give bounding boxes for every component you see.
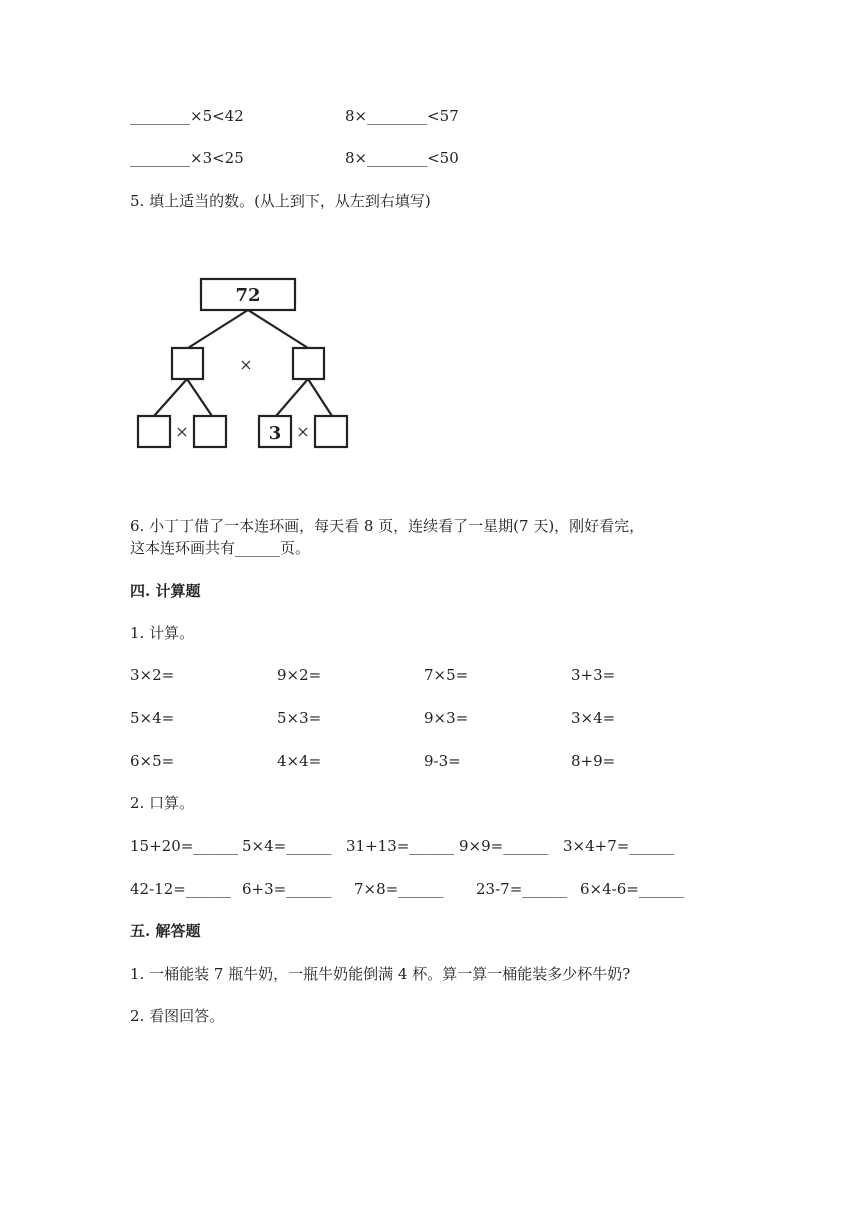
section-4-q1-title: 1. 计算。 — [130, 624, 195, 642]
oral-item: 31+13=______ — [346, 837, 455, 855]
section-4-title: 四. 计算题 — [130, 582, 201, 600]
mid-right-box — [293, 348, 324, 379]
bottom-box-4 — [315, 416, 347, 447]
question-5-title: 5. 填上适当的数。(从上到下，从左到右填写) — [130, 192, 431, 210]
oral-item: 42-12=______ — [130, 880, 231, 898]
calc-item: 3×4= — [571, 709, 616, 727]
top-value: 72 — [235, 285, 261, 306]
bottom-box-1 — [138, 416, 170, 447]
oral-item: 5×4=______ — [242, 837, 332, 855]
calc-item: 4×4= — [277, 752, 322, 770]
oral-item: 3×4+7=______ — [563, 837, 675, 855]
calc-item: 3+3= — [571, 666, 616, 684]
branch-left — [188, 310, 248, 348]
oral-item: 23-7=______ — [476, 880, 568, 898]
calc-item: 9×3= — [424, 709, 469, 727]
question-6-line-1: 6. 小丁丁借了一本连环画，每天看 8 页，连续看了一星期(7 天)，刚好看完， — [130, 517, 645, 535]
calc-item: 5×3= — [277, 709, 322, 727]
inequality-1: ________×5<42 — [130, 107, 244, 125]
given-value: 3 — [268, 423, 282, 444]
bottom-box-2 — [194, 416, 226, 447]
branch-ll — [154, 379, 187, 416]
times-sign-right: × — [296, 422, 310, 441]
times-sign-mid: × — [239, 355, 253, 374]
section-5-q1: 1. 一桶能装 7 瓶牛奶，一瓶牛奶能倒满 4 杯。算一算一桶能装多少杯牛奶? — [130, 965, 631, 983]
section-4-q2-title: 2. 口算。 — [130, 794, 195, 812]
oral-item: 15+20=______ — [130, 837, 239, 855]
inequality-3: ________×3<25 — [130, 149, 244, 167]
calc-item: 7×5= — [424, 666, 469, 684]
question-6-line-2: 这本连环画共有______页。 — [130, 539, 311, 557]
branch-lr — [187, 379, 212, 416]
calc-item: 9-3= — [424, 752, 461, 770]
times-sign-left: × — [175, 422, 189, 441]
calc-item: 9×2= — [277, 666, 322, 684]
calc-item: 5×4= — [130, 709, 175, 727]
oral-item: 6×4-6=______ — [580, 880, 684, 898]
calc-item: 8+9= — [571, 752, 616, 770]
section-5-title: 五. 解答题 — [130, 922, 201, 940]
oral-item: 9×9=______ — [459, 837, 549, 855]
calc-item: 6×5= — [130, 752, 175, 770]
calc-item: 3×2= — [130, 666, 175, 684]
branch-rr — [308, 379, 332, 416]
branch-right — [248, 310, 308, 348]
factor-tree-diagram — [130, 270, 360, 455]
inequality-2: 8×________<57 — [345, 107, 459, 125]
inequality-4: 8×________<50 — [345, 149, 459, 167]
oral-item: 6+3=______ — [242, 880, 332, 898]
mid-left-box — [172, 348, 203, 379]
branch-rl — [276, 379, 308, 416]
section-5-q2: 2. 看图回答。 — [130, 1007, 225, 1025]
oral-item: 7×8=______ — [354, 880, 444, 898]
